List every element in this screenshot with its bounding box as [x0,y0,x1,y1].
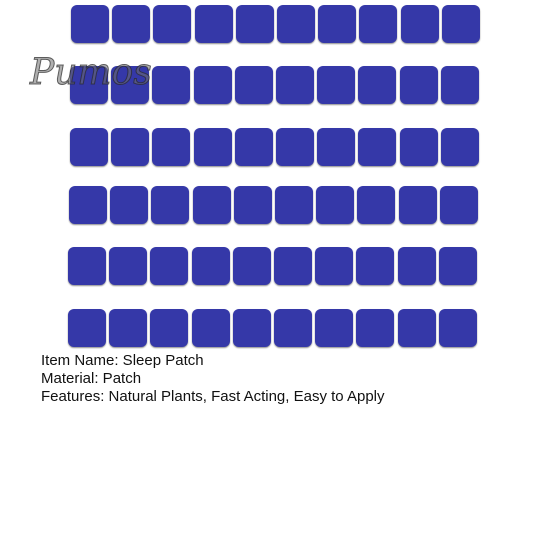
sleep-patch [109,247,147,285]
sleep-patch [275,186,313,224]
sleep-patch [315,247,353,285]
sleep-patch [152,128,190,166]
sleep-patch [399,186,437,224]
item-name-line: Item Name: Sleep Patch [41,352,204,369]
sleep-patch [151,186,189,224]
sleep-patch [233,247,271,285]
sleep-patch [276,128,314,166]
sleep-patch [442,5,480,43]
sleep-patch [317,128,355,166]
sleep-patch [398,309,436,347]
sleep-patch [401,5,439,43]
sleep-patch [439,309,477,347]
sleep-patch [357,186,395,224]
sleep-patch [398,247,436,285]
product-info [41,352,385,406]
sleep-patch [152,66,190,104]
sleep-patch [234,186,272,224]
sleep-patch [441,128,479,166]
sleep-patch [440,186,478,224]
sleep-patch [359,5,397,43]
sleep-patch [356,309,394,347]
sleep-patch [112,5,150,43]
sleep-patch [276,66,314,104]
sleep-patch [318,5,356,43]
sleep-patch [439,247,477,285]
sleep-patch [400,66,438,104]
sleep-patch [153,5,191,43]
sleep-patch [194,128,232,166]
sleep-patch [192,309,230,347]
sleep-patch [194,66,232,104]
sleep-patch [150,247,188,285]
sleep-patch [358,128,396,166]
sleep-patch [195,5,233,43]
material-line: Material: Patch [41,370,142,387]
sleep-patch [235,66,273,104]
sleep-patch [69,186,107,224]
sleep-patch [233,309,271,347]
brand-logo-watermark: Pumos [30,52,152,93]
sleep-patch [150,309,188,347]
sleep-patch [274,309,312,347]
sleep-patch [356,247,394,285]
sleep-patch [68,247,106,285]
sleep-patch [274,247,312,285]
sleep-patch [236,5,274,43]
sleep-patch [193,186,231,224]
sleep-patch [235,128,273,166]
features-line: Features: Natural Plants, Fast Acting, Easy to Apply [41,388,385,405]
sleep-patch [109,309,147,347]
sleep-patch [192,247,230,285]
sleep-patch [441,66,479,104]
sleep-patch [68,309,106,347]
sleep-patch [277,5,315,43]
sleep-patch [71,5,109,43]
sleep-patch [111,128,149,166]
sleep-patch [110,186,148,224]
sleep-patch [400,128,438,166]
sleep-patch [70,128,108,166]
sleep-patch [358,66,396,104]
sleep-patch [315,309,353,347]
sleep-patch [316,186,354,224]
sleep-patch [317,66,355,104]
